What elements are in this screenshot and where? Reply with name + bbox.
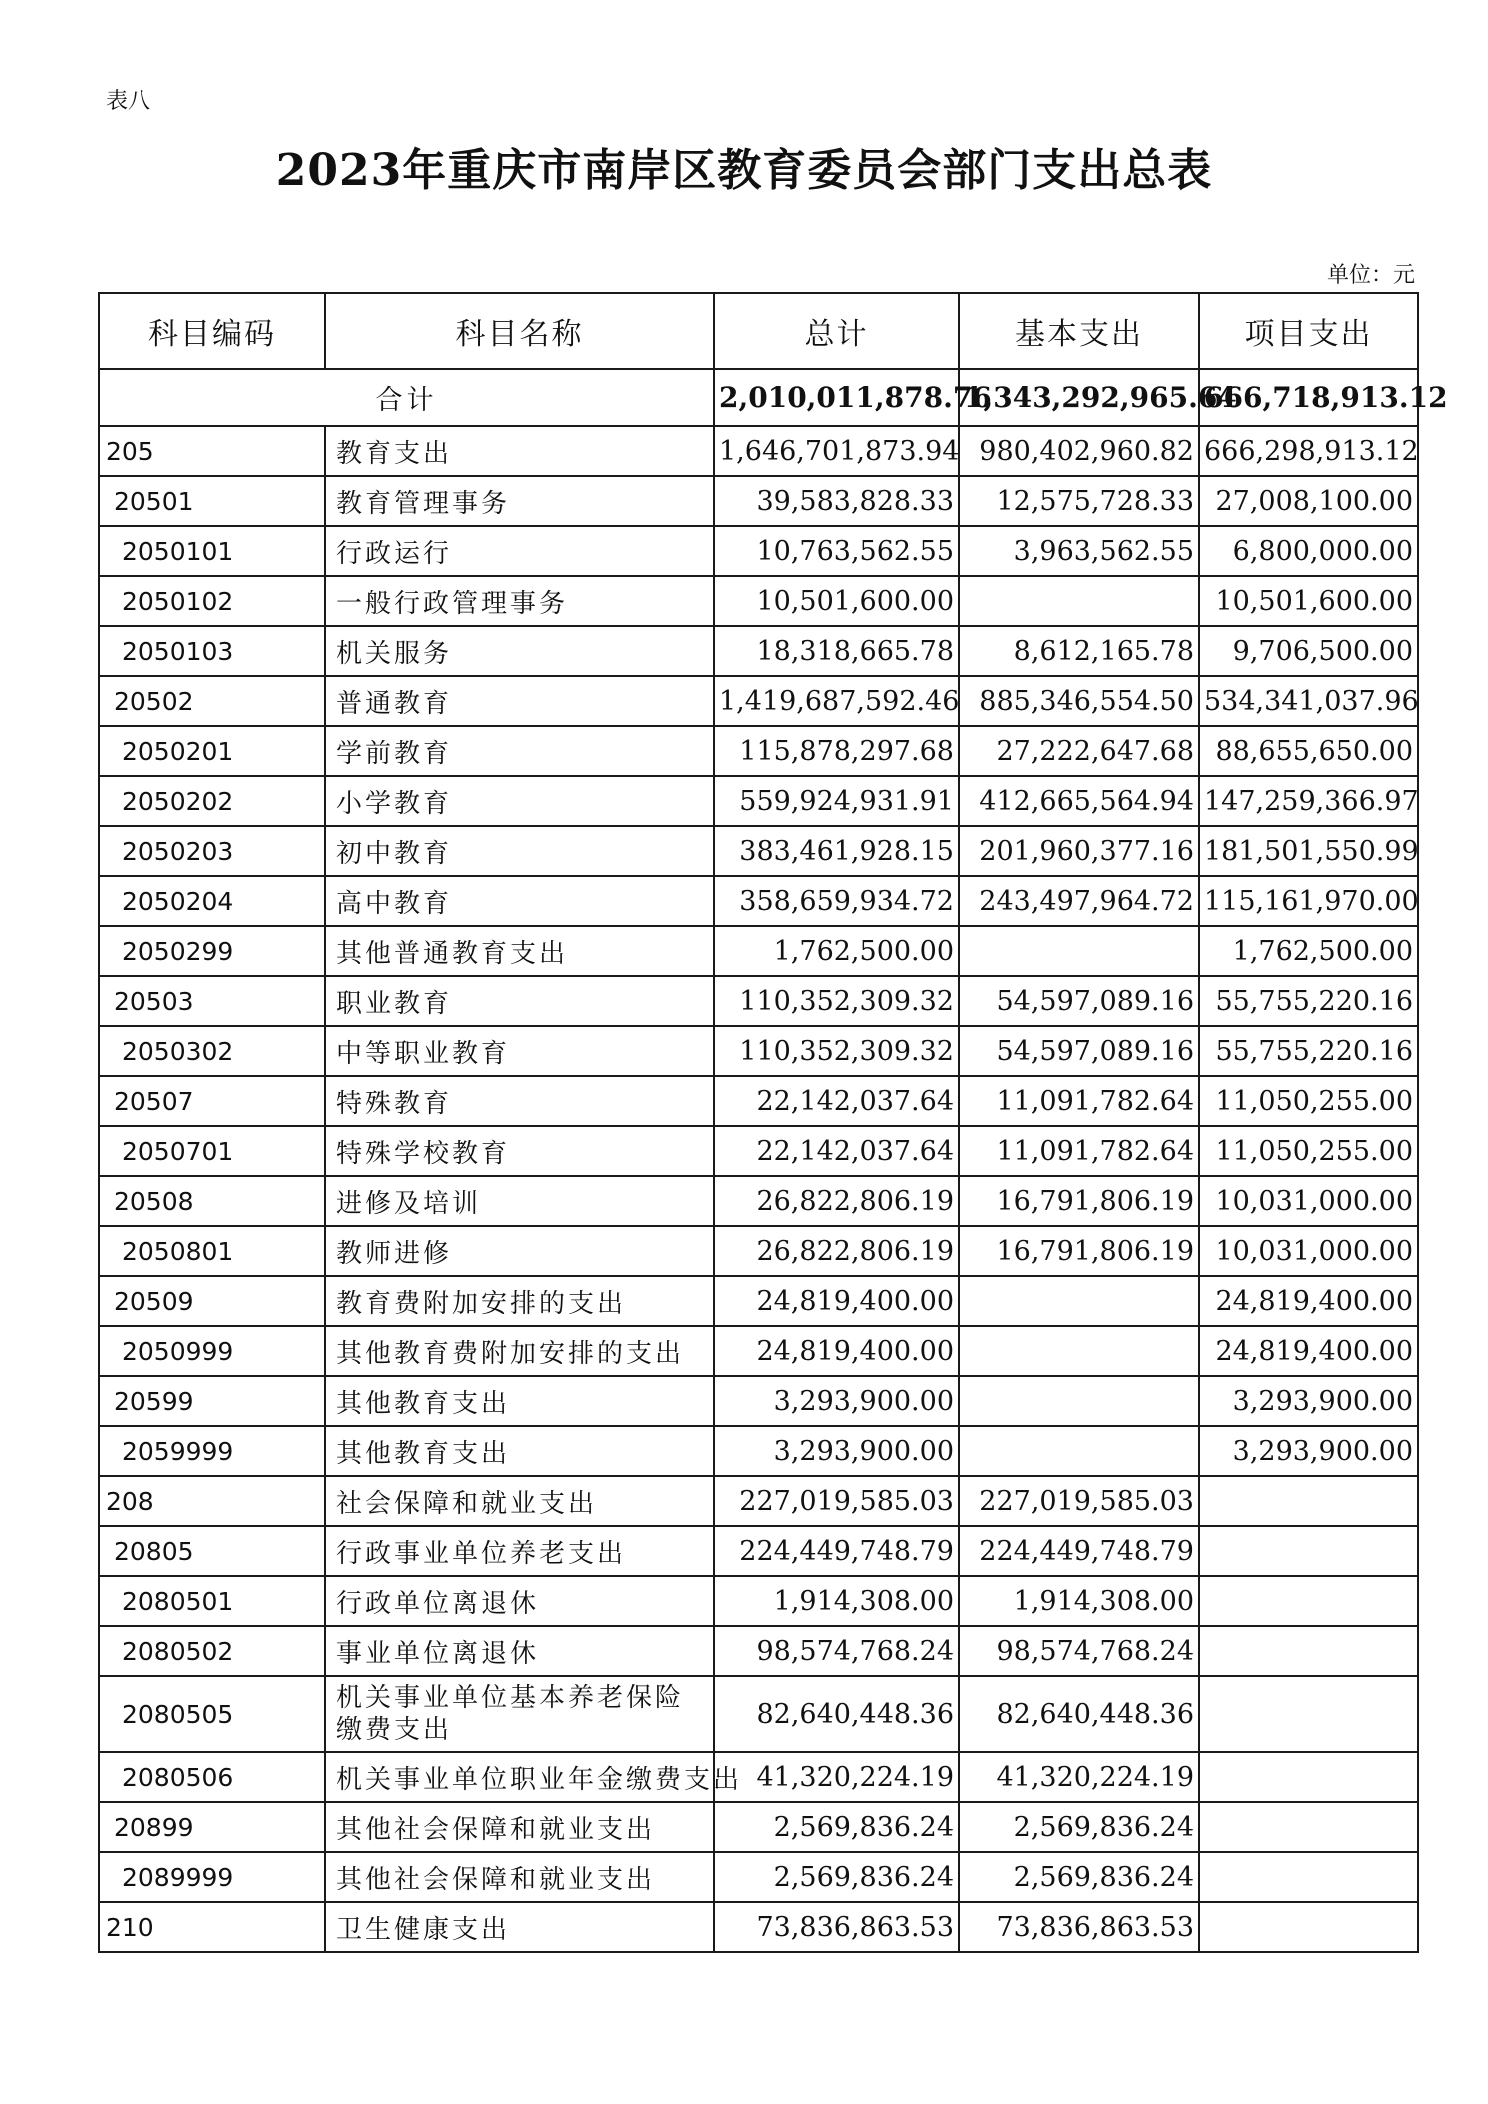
row-code: 2059999 <box>99 1426 325 1476</box>
row-total: 41,320,224.19 <box>714 1752 959 1802</box>
row-total: 73,836,863.53 <box>714 1902 959 1952</box>
row-project <box>1199 1802 1418 1852</box>
row-name: 其他社会保障和就业支出 <box>325 1802 714 1852</box>
row-project <box>1199 1902 1418 1952</box>
row-name: 卫生健康支出 <box>325 1902 714 1952</box>
row-project: 24,819,400.00 <box>1199 1276 1418 1326</box>
row-total: 98,574,768.24 <box>714 1626 959 1676</box>
row-basic: 224,449,748.79 <box>959 1526 1199 1576</box>
row-code: 2050204 <box>99 876 325 926</box>
total-label: 合计 <box>99 369 714 426</box>
row-code: 20599 <box>99 1376 325 1426</box>
row-name: 一般行政管理事务 <box>325 576 714 626</box>
row-name: 行政运行 <box>325 526 714 576</box>
row-project: 181,501,550.99 <box>1199 826 1418 876</box>
row-name: 特殊学校教育 <box>325 1126 714 1176</box>
row-code: 2050701 <box>99 1126 325 1176</box>
expense-table <box>98 292 1448 1953</box>
row-basic: 54,597,089.16 <box>959 976 1199 1026</box>
row-project: 11,050,255.00 <box>1199 1076 1418 1126</box>
row-code: 20899 <box>99 1802 325 1852</box>
table-row <box>99 1576 1418 1626</box>
table-header-row <box>99 293 1418 369</box>
row-name: 机关事业单位基本养老保险缴费支出 <box>325 1676 714 1752</box>
row-name: 其他社会保障和就业支出 <box>325 1852 714 1902</box>
row-project <box>1199 1752 1418 1802</box>
total-sum: 2,010,011,878.76 <box>714 369 959 426</box>
row-basic: 73,836,863.53 <box>959 1902 1199 1952</box>
row-code: 2080502 <box>99 1626 325 1676</box>
table-row <box>99 576 1418 626</box>
table-row <box>99 1752 1418 1802</box>
page-title: 2023年重庆市南岸区教育委员会部门支出总表 <box>275 145 1213 196</box>
table-row <box>99 776 1418 826</box>
row-project: 55,755,220.16 <box>1199 976 1418 1026</box>
row-project: 10,501,600.00 <box>1199 576 1418 626</box>
row-code: 2050801 <box>99 1226 325 1276</box>
row-code: 2050299 <box>99 926 325 976</box>
table-row <box>99 1126 1418 1176</box>
row-total: 24,819,400.00 <box>714 1276 959 1326</box>
row-total: 26,822,806.19 <box>714 1176 959 1226</box>
row-code: 2050101 <box>99 526 325 576</box>
row-total: 3,293,900.00 <box>714 1376 959 1426</box>
table-row <box>99 1076 1418 1126</box>
row-name: 教育费附加安排的支出 <box>325 1276 714 1326</box>
table-row <box>99 1426 1418 1476</box>
row-code: 20502 <box>99 676 325 726</box>
row-total: 224,449,748.79 <box>714 1526 959 1576</box>
table-row <box>99 1676 1418 1752</box>
row-basic: 412,665,564.94 <box>959 776 1199 826</box>
row-name: 机关服务 <box>325 626 714 676</box>
row-name: 教师进修 <box>325 1226 714 1276</box>
row-total: 1,419,687,592.46 <box>714 676 959 726</box>
row-basic: 27,222,647.68 <box>959 726 1199 776</box>
row-basic: 227,019,585.03 <box>959 1476 1199 1526</box>
row-project: 534,341,037.96 <box>1199 676 1418 726</box>
row-project: 666,298,913.12 <box>1199 426 1418 476</box>
row-name: 中等职业教育 <box>325 1026 714 1076</box>
row-code: 2050103 <box>99 626 325 676</box>
table-row <box>99 1852 1418 1902</box>
row-project <box>1199 1526 1418 1576</box>
row-project: 6,800,000.00 <box>1199 526 1418 576</box>
table-row <box>99 476 1418 526</box>
table-row <box>99 1326 1418 1376</box>
row-basic: 243,497,964.72 <box>959 876 1199 926</box>
row-basic <box>959 1426 1199 1476</box>
row-project: 115,161,970.00 <box>1199 876 1418 926</box>
row-basic: 12,575,728.33 <box>959 476 1199 526</box>
row-project: 3,293,900.00 <box>1199 1376 1418 1426</box>
row-total: 22,142,037.64 <box>714 1126 959 1176</box>
table-row <box>99 1902 1418 1952</box>
row-total: 110,352,309.32 <box>714 1026 959 1076</box>
row-project <box>1199 1676 1418 1752</box>
row-code: 20509 <box>99 1276 325 1326</box>
table-row <box>99 1376 1418 1426</box>
row-name: 普通教育 <box>325 676 714 726</box>
row-total: 2,569,836.24 <box>714 1852 959 1902</box>
table-row <box>99 626 1418 676</box>
row-name: 教育支出 <box>325 426 714 476</box>
row-code: 2089999 <box>99 1852 325 1902</box>
row-basic <box>959 1326 1199 1376</box>
table-row <box>99 926 1418 976</box>
table-row <box>99 826 1418 876</box>
row-project: 55,755,220.16 <box>1199 1026 1418 1076</box>
table-row <box>99 1276 1418 1326</box>
row-code: 20508 <box>99 1176 325 1226</box>
row-code: 2050202 <box>99 776 325 826</box>
row-project: 27,008,100.00 <box>1199 476 1418 526</box>
row-basic: 980,402,960.82 <box>959 426 1199 476</box>
row-project: 24,819,400.00 <box>1199 1326 1418 1376</box>
row-basic: 2,569,836.24 <box>959 1852 1199 1902</box>
row-code: 2050999 <box>99 1326 325 1376</box>
row-name: 行政事业单位养老支出 <box>325 1526 714 1576</box>
row-basic: 11,091,782.64 <box>959 1126 1199 1176</box>
row-project <box>1199 1852 1418 1902</box>
row-total: 26,822,806.19 <box>714 1226 959 1276</box>
row-total: 1,762,500.00 <box>714 926 959 976</box>
table-row <box>99 726 1418 776</box>
row-name: 学前教育 <box>325 726 714 776</box>
row-total: 358,659,934.72 <box>714 876 959 926</box>
row-total: 22,142,037.64 <box>714 1076 959 1126</box>
table-row <box>99 1026 1418 1076</box>
row-total: 10,763,562.55 <box>714 526 959 576</box>
column-header-name: 科目名称 <box>325 293 714 369</box>
row-total: 1,646,701,873.94 <box>714 426 959 476</box>
row-project <box>1199 1476 1418 1526</box>
row-code: 210 <box>99 1902 325 1952</box>
row-basic: 1,914,308.00 <box>959 1576 1199 1626</box>
row-total: 3,293,900.00 <box>714 1426 959 1476</box>
row-name: 小学教育 <box>325 776 714 826</box>
row-basic: 8,612,165.78 <box>959 626 1199 676</box>
row-code: 20503 <box>99 976 325 1026</box>
table-row <box>99 876 1418 926</box>
page-label: 表八 <box>106 89 151 114</box>
row-project: 9,706,500.00 <box>1199 626 1418 676</box>
row-code: 2050102 <box>99 576 325 626</box>
row-project: 3,293,900.00 <box>1199 1426 1418 1476</box>
row-name: 初中教育 <box>325 826 714 876</box>
row-name: 事业单位离退休 <box>325 1626 714 1676</box>
row-code: 20507 <box>99 1076 325 1126</box>
table-row <box>99 426 1418 476</box>
row-name: 其他教育费附加安排的支出 <box>325 1326 714 1376</box>
row-code: 2080505 <box>99 1676 325 1752</box>
row-total: 10,501,600.00 <box>714 576 959 626</box>
row-project: 11,050,255.00 <box>1199 1126 1418 1176</box>
row-code: 2080506 <box>99 1752 325 1802</box>
row-basic <box>959 926 1199 976</box>
row-name: 行政单位离退休 <box>325 1576 714 1626</box>
row-code: 2080501 <box>99 1576 325 1626</box>
row-basic: 98,574,768.24 <box>959 1626 1199 1676</box>
table-row <box>99 676 1418 726</box>
total-basic: 1,343,292,965.64 <box>959 369 1199 426</box>
row-project: 10,031,000.00 <box>1199 1226 1418 1276</box>
row-name: 其他教育支出 <box>325 1376 714 1426</box>
row-name: 职业教育 <box>325 976 714 1026</box>
row-name: 机关事业单位职业年金缴费支出 <box>325 1752 714 1802</box>
table-row <box>99 1226 1418 1276</box>
row-basic: 16,791,806.19 <box>959 1176 1199 1226</box>
row-code: 2050203 <box>99 826 325 876</box>
row-basic: 16,791,806.19 <box>959 1226 1199 1276</box>
row-name: 社会保障和就业支出 <box>325 1476 714 1526</box>
table-row <box>99 1626 1418 1676</box>
row-basic: 885,346,554.50 <box>959 676 1199 726</box>
row-name: 特殊教育 <box>325 1076 714 1126</box>
table-row <box>99 1802 1418 1852</box>
row-basic: 201,960,377.16 <box>959 826 1199 876</box>
row-name: 教育管理事务 <box>325 476 714 526</box>
row-name: 进修及培训 <box>325 1176 714 1226</box>
row-code: 20805 <box>99 1526 325 1576</box>
row-total: 18,318,665.78 <box>714 626 959 676</box>
row-project: 147,259,366.97 <box>1199 776 1418 826</box>
row-total: 82,640,448.36 <box>714 1676 959 1752</box>
row-total: 383,461,928.15 <box>714 826 959 876</box>
row-code: 2050302 <box>99 1026 325 1076</box>
row-code: 2050201 <box>99 726 325 776</box>
row-name: 其他普通教育支出 <box>325 926 714 976</box>
row-name: 其他教育支出 <box>325 1426 714 1476</box>
row-project: 1,762,500.00 <box>1199 926 1418 976</box>
row-total: 39,583,828.33 <box>714 476 959 526</box>
table-row <box>99 526 1418 576</box>
total-project: 666,718,913.12 <box>1199 369 1418 426</box>
table-row <box>99 1476 1418 1526</box>
row-project: 10,031,000.00 <box>1199 1176 1418 1226</box>
row-total: 110,352,309.32 <box>714 976 959 1026</box>
row-basic <box>959 576 1199 626</box>
row-basic <box>959 1376 1199 1426</box>
column-header-basic: 基本支出 <box>959 293 1199 369</box>
row-basic: 3,963,562.55 <box>959 526 1199 576</box>
row-basic: 54,597,089.16 <box>959 1026 1199 1076</box>
row-code: 208 <box>99 1476 325 1526</box>
row-total: 2,569,836.24 <box>714 1802 959 1852</box>
table-row <box>99 1526 1418 1576</box>
column-header-total: 总计 <box>714 293 959 369</box>
row-project: 88,655,650.00 <box>1199 726 1418 776</box>
total-row <box>99 369 1418 426</box>
row-total: 24,819,400.00 <box>714 1326 959 1376</box>
row-basic: 82,640,448.36 <box>959 1676 1199 1752</box>
table-row <box>99 976 1418 1026</box>
row-basic: 2,569,836.24 <box>959 1802 1199 1852</box>
row-name: 高中教育 <box>325 876 714 926</box>
row-basic <box>959 1276 1199 1326</box>
column-header-project: 项目支出 <box>1199 293 1418 369</box>
row-total: 559,924,931.91 <box>714 776 959 826</box>
row-total: 115,878,297.68 <box>714 726 959 776</box>
column-header-code: 科目编码 <box>99 293 325 369</box>
row-basic: 11,091,782.64 <box>959 1076 1199 1126</box>
unit-label: 单位：元 <box>1326 263 1415 288</box>
row-project <box>1199 1626 1418 1676</box>
table-row <box>99 1176 1418 1226</box>
row-project <box>1199 1576 1418 1626</box>
row-code: 205 <box>99 426 325 476</box>
row-total: 1,914,308.00 <box>714 1576 959 1626</box>
row-total: 227,019,585.03 <box>714 1476 959 1526</box>
row-basic: 41,320,224.19 <box>959 1752 1199 1802</box>
row-code: 20501 <box>99 476 325 526</box>
